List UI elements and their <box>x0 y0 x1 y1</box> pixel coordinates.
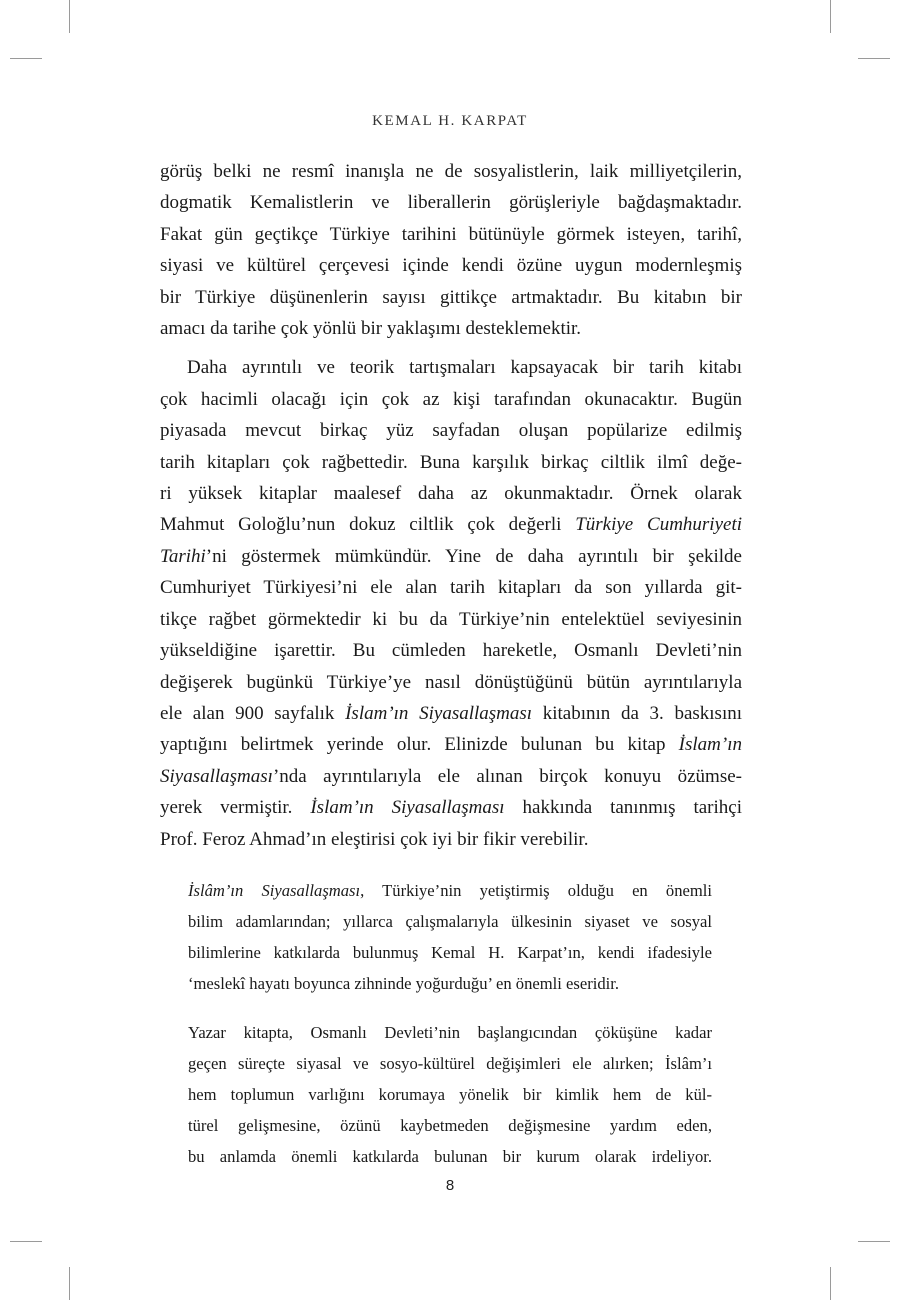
text-run: yaptığını belirtmek yerinde olur. Elinizde bulunan bu kitap <box>160 734 679 756</box>
text-line: yükseldiğine işarettir. Bu cümleden hareketle, Osmanlı Devleti’nin <box>160 640 742 662</box>
text-line: Prof. Feroz Ahmad’ın eleştirisi çok iyi bir fikir verebilir. <box>160 828 589 850</box>
text-line: tikçe rağbet görmektedir ki bu da Türkiye’nin entelektüel seviyesinin <box>160 608 742 630</box>
text-line: amacı da tarihe çok yönlü bir yaklaşımı desteklemektir. <box>160 318 582 340</box>
book-title: İslam’ın Siyasallaşması <box>345 702 533 724</box>
text-run: , Türkiye’nin yetiştirmiş olduğu en önemli <box>360 880 712 900</box>
crop-mark-right-bottom <box>858 1241 890 1242</box>
text-run: ele alan 900 sayfalık <box>160 702 346 724</box>
book-title: İslâm’ın Siyasallaşması <box>188 880 361 900</box>
text-run: ’ni göstermek mümkündür. Yine de daha ayrıntılı bir şekilde <box>205 545 742 567</box>
crop-mark-top-left <box>69 0 70 33</box>
book-title: İslam’ın Siyasallaşması <box>310 797 505 819</box>
text-line: bir Türkiye düşünenlerin sayısı gittikçe artmaktadır. Bu kitabın bir <box>160 286 742 308</box>
text-line: Yazar kitapta, Osmanlı Devleti’nin başlangıcından çöküşüne kadar <box>188 1022 712 1042</box>
page-number: 8 <box>445 1177 455 1194</box>
text-line: görüş belki ne resmî inanışla ne de sosyalistlerin, laik milliyetçilerin, <box>160 161 742 182</box>
block-quote-1 <box>188 875 712 999</box>
text-run: hakkında tanınmış tarihçi <box>504 797 742 819</box>
text-line: Fakat gün geçtikçe Türkiye tarihini bütünüyle görmek isteyen, tarihî, <box>160 223 742 245</box>
book-title: Tarihi <box>160 545 206 567</box>
paragraph-2 <box>160 352 742 855</box>
crop-mark-bottom-left <box>69 1267 70 1300</box>
text-line <box>160 698 742 729</box>
crop-mark-left-top <box>10 58 42 59</box>
text-line: türel gelişmesine, özünü kaybetmeden değişmesine yardım eden, <box>188 1115 712 1135</box>
text-line: çok hacimli olacağı için çok az kişi tarafından okunacaktır. Bugün <box>160 388 742 410</box>
paragraph-1 <box>160 156 742 344</box>
text-line: bilimlerine katkılarda bulunmuş Kemal H. Karpat’ın, kendi ifadesiyle <box>188 942 712 962</box>
text-line <box>188 875 712 906</box>
crop-mark-top-right <box>830 0 831 33</box>
running-head: KEMAL H. KARPAT <box>372 113 528 129</box>
text-line: siyasi ve kültürel çerçevesi içinde kendi özüne uygun modernleşmiş <box>160 255 742 277</box>
text-line: piyasada mevcut birkaç yüz sayfadan oluşan popülarize edilmiş <box>160 420 742 442</box>
text-line: değişerek bugünkü Türkiye’ye nasıl dönüştüğünü bütün ayrıntılarıyla <box>160 671 742 693</box>
text-line <box>160 729 742 760</box>
text-line <box>160 761 742 792</box>
text-line: bilim adamlarından; yıllarca çalışmalarıyla ülkesinin siyaset ve sosyal <box>188 911 712 931</box>
body-text <box>160 156 742 1172</box>
text-run: ’nda ayrıntılarıyla ele alınan birçok konuyu özümse- <box>272 765 742 787</box>
text-line: tarih kitapları çok rağbettedir. Buna karşılık birkaç ciltlik ilmî değe- <box>160 451 742 473</box>
book-title: Siyasallaşması <box>160 765 273 787</box>
text-line: Cumhuriyet Türkiyesi’ni ele alan tarih kitapları da son yıllarda git- <box>160 577 742 599</box>
text-line: Daha ayrıntılı ve teorik tartışmaları kapsayacak bir tarih kitabı <box>187 357 742 379</box>
block-quote-2 <box>188 1017 712 1172</box>
text-line: ri yüksek kitaplar maalesef daha az okunmaktadır. Örnek olarak <box>160 483 742 505</box>
text-line: hem toplumun varlığını korumaya yönelik bir kimlik hem de kül- <box>188 1084 712 1104</box>
book-title: Türkiye Cumhuriyeti <box>575 514 743 536</box>
text-run: Mahmut Goloğlu’nun dokuz ciltlik çok değerli <box>160 514 576 536</box>
text-line: ‘meslekî hayatı boyunca zihninde yoğurduğu’ en önemli eseridir. <box>188 973 620 993</box>
book-title: İslam’ın <box>678 734 742 756</box>
text-line <box>160 541 742 572</box>
text-run: kitabının da 3. baskısını <box>532 702 743 724</box>
crop-mark-bottom-right <box>830 1267 831 1300</box>
text-run: yerek vermiştir. <box>160 797 311 819</box>
crop-mark-right-top <box>858 58 890 59</box>
text-line: geçen süreçte siyasal ve sosyo-kültürel değişimleri ele alırken; İslâm’ı <box>188 1053 712 1073</box>
crop-mark-left-bottom <box>10 1241 42 1242</box>
text-line <box>160 509 742 540</box>
text-line: bu anlamda önemli katkılarda bulunan bir kurum olarak irdeliyor. <box>188 1146 712 1166</box>
text-line <box>160 792 742 823</box>
text-line: dogmatik Kemalistlerin ve liberallerin görüşleriyle bağdaşmaktadır. <box>160 192 742 214</box>
